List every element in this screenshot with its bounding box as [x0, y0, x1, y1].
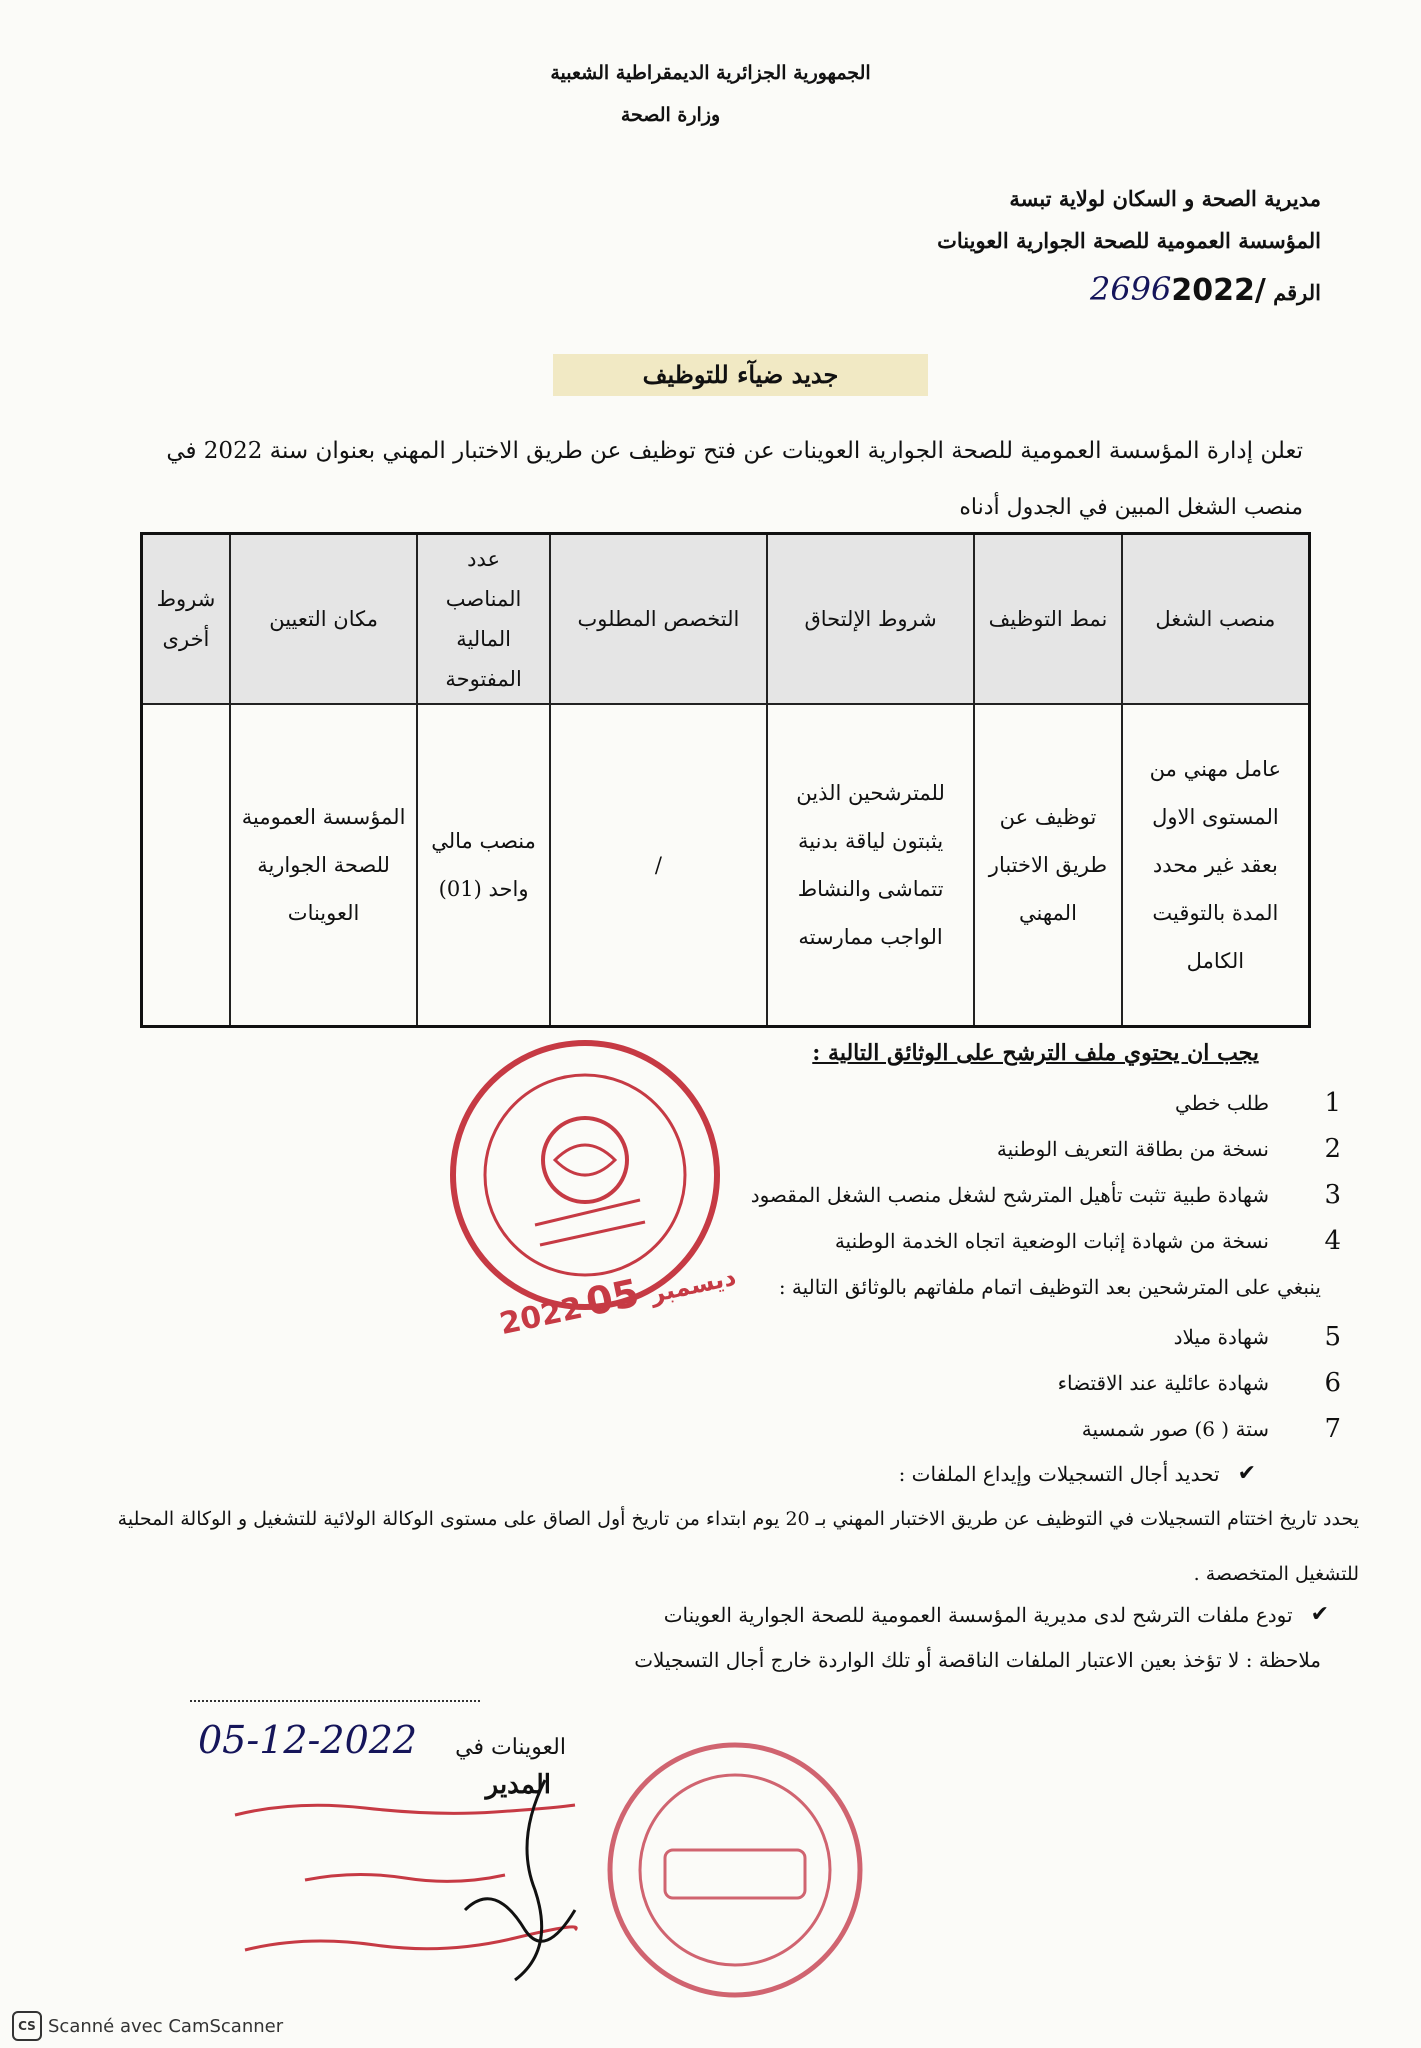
- list-item: [1058, 1368, 1341, 1398]
- director-title: المدير: [485, 1770, 551, 1800]
- signature-place: العوينات في: [455, 1735, 566, 1760]
- deadline-line-2: للتشغيل المتخصصة .: [1193, 1563, 1359, 1585]
- signature-date: 05-12-2022: [198, 1718, 418, 1762]
- header-open-posts: عدد المناصب المالية المفتوحة: [417, 534, 550, 705]
- ministry-heading: وزارة الصحة: [620, 104, 721, 126]
- cell-specialty: /: [550, 704, 767, 1027]
- list-text: شهادة ميلاد: [1173, 1325, 1269, 1349]
- header-conditions: شروط الإلتحاق: [767, 534, 974, 705]
- header-position: منصب الشغل: [1122, 534, 1310, 705]
- header-other-conditions: شروط أخرى: [142, 534, 230, 705]
- table-header-row: [142, 534, 1310, 705]
- list-item: [1174, 1322, 1341, 1352]
- signature-red-stroke: [235, 1805, 575, 1815]
- documents-title: يجب ان يحتوي ملف الترشح على الوثائق التالية :: [812, 1040, 1259, 1066]
- stamp-label-box: [665, 1850, 805, 1898]
- list-text: ستة ( 6) صور شمسية: [1081, 1417, 1269, 1441]
- scanner-footer-text: Scanné avec CamScanner: [48, 2015, 284, 2037]
- recruitment-banner: جديد ضيآء للتوظيف: [553, 354, 928, 396]
- intro-line-2: منصب الشغل المبين في الجدول أدناه: [959, 495, 1303, 520]
- note-line: ملاحظة : لا تؤخذ بعين الاعتبار الملفات الناقصة أو تلك الواردة خارج أجال التسجيلات: [634, 1648, 1321, 1672]
- reference-number: 2696: [1089, 270, 1172, 308]
- list-number: 7: [1324, 1414, 1341, 1444]
- stamp-date-year: 2022: [496, 1290, 586, 1343]
- list-text: شهادة طبية تثبت تأهيل المترشح لشغل منصب الشغل المقصود: [750, 1183, 1269, 1207]
- list-text: شهادة عائلية عند الاقتضاء: [1057, 1371, 1269, 1395]
- reference-year: 2022/: [1171, 273, 1266, 308]
- list-item: [1082, 1414, 1341, 1444]
- cell-recruitment-mode: توظيف عن طريق الاختبار المهني: [974, 704, 1122, 1027]
- list-number: 6: [1324, 1368, 1341, 1398]
- list-item: [751, 1180, 1341, 1210]
- stamp-emblem-shape: [555, 1145, 615, 1175]
- date-underline: [190, 1700, 480, 1702]
- intro-line-1: تعلن إدارة المؤسسة العمومية للصحة الجوارية العوينات عن فتح توظيف عن طريق الاختبار المهني بعنوان سنة 2022 في: [166, 438, 1303, 464]
- deadlines-heading-text: تحديد أجال التسجيلات وإيداع الملفات :: [898, 1461, 1220, 1486]
- list-number: 2: [1324, 1134, 1341, 1164]
- director-stamp: [600, 1735, 870, 2005]
- header-assignment-place: مكان التعيين: [230, 534, 417, 705]
- cell-assignment-place: المؤسسة العمومية للصحة الجوارية العوينات: [230, 704, 417, 1027]
- after-hiring-note: ينبغي على المترشحين بعد التوظيف اتمام ملفاتهم بالوثائق التالية :: [778, 1275, 1321, 1299]
- list-number: 5: [1324, 1322, 1341, 1352]
- directorate-name: مديرية الصحة و السكان لولاية تبسة: [1009, 186, 1321, 211]
- republic-heading: الجمهورية الجزائرية الديمقراطية الشعبية: [550, 62, 871, 84]
- list-item: [835, 1226, 1341, 1256]
- cell-open-posts: منصب مالي واحد (01): [417, 704, 550, 1027]
- list-number: 3: [1324, 1180, 1341, 1210]
- stamp-inner-ring: [640, 1775, 830, 1965]
- list-text: نسخة من شهادة إثبات الوضعية اتجاه الخدمة الوطنية: [834, 1229, 1269, 1253]
- stamp-date-day: 05: [582, 1270, 644, 1325]
- list-number: 4: [1324, 1226, 1341, 1256]
- deadlines-heading: [899, 1461, 1256, 1486]
- signature-black-stroke: [465, 1899, 575, 1942]
- deadline-line-1: يحدد تاريخ اختتام التسجيلات في التوظيف عن طريق الاختبار المهني بـ 20 يوم ابتداء من تاريخ أول الصاق على مستوى الوكالة الولائية للتشغيل و الوكالة المحلية: [117, 1508, 1359, 1530]
- header-specialty: التخصص المطلوب: [550, 534, 767, 705]
- director-signature: [215, 1760, 595, 1990]
- cell-position: عامل مهني من المستوى الاول بعقد غير محدد المدة بالتوقيت الكامل: [1122, 704, 1310, 1027]
- deposit-text: تودع ملفات الترشح لدى مديرية المؤسسة العمومية للصحة الجوارية العوينات: [663, 1602, 1293, 1627]
- scanner-footer: [12, 2011, 283, 2041]
- list-text: نسخة من بطاقة التعريف الوطنية: [996, 1137, 1269, 1161]
- stamp-outer-ring: [610, 1745, 860, 1995]
- stamp-date-month: ديسمبر: [647, 1262, 739, 1309]
- institution-name: المؤسسة العمومية للصحة الجوارية العوينات: [937, 228, 1321, 253]
- list-number: 1: [1324, 1088, 1341, 1118]
- header-recruitment-mode: نمط التوظيف: [974, 534, 1122, 705]
- check-icon: ✔: [1310, 1602, 1329, 1627]
- signature-red-stroke: [305, 1874, 505, 1881]
- table-row: [142, 704, 1310, 1027]
- list-item: [997, 1134, 1341, 1164]
- stamp-line: [540, 1222, 645, 1245]
- deposit-line: [664, 1602, 1329, 1627]
- list-item: [1175, 1088, 1341, 1118]
- directorate-block: [937, 178, 1321, 314]
- reference-label: الرقم: [1273, 280, 1321, 305]
- cell-other-conditions: [142, 704, 230, 1027]
- check-icon: ✔: [1237, 1461, 1256, 1486]
- cell-conditions: للمترشحين الذين يثبتون لياقة بدنية تتماشى والنشاط الواجب ممارسته: [767, 704, 974, 1027]
- reference-line: [937, 268, 1321, 314]
- positions-table: [140, 532, 1311, 1028]
- camscanner-logo: CS: [12, 2011, 42, 2041]
- list-text: طلب خطي: [1175, 1091, 1269, 1115]
